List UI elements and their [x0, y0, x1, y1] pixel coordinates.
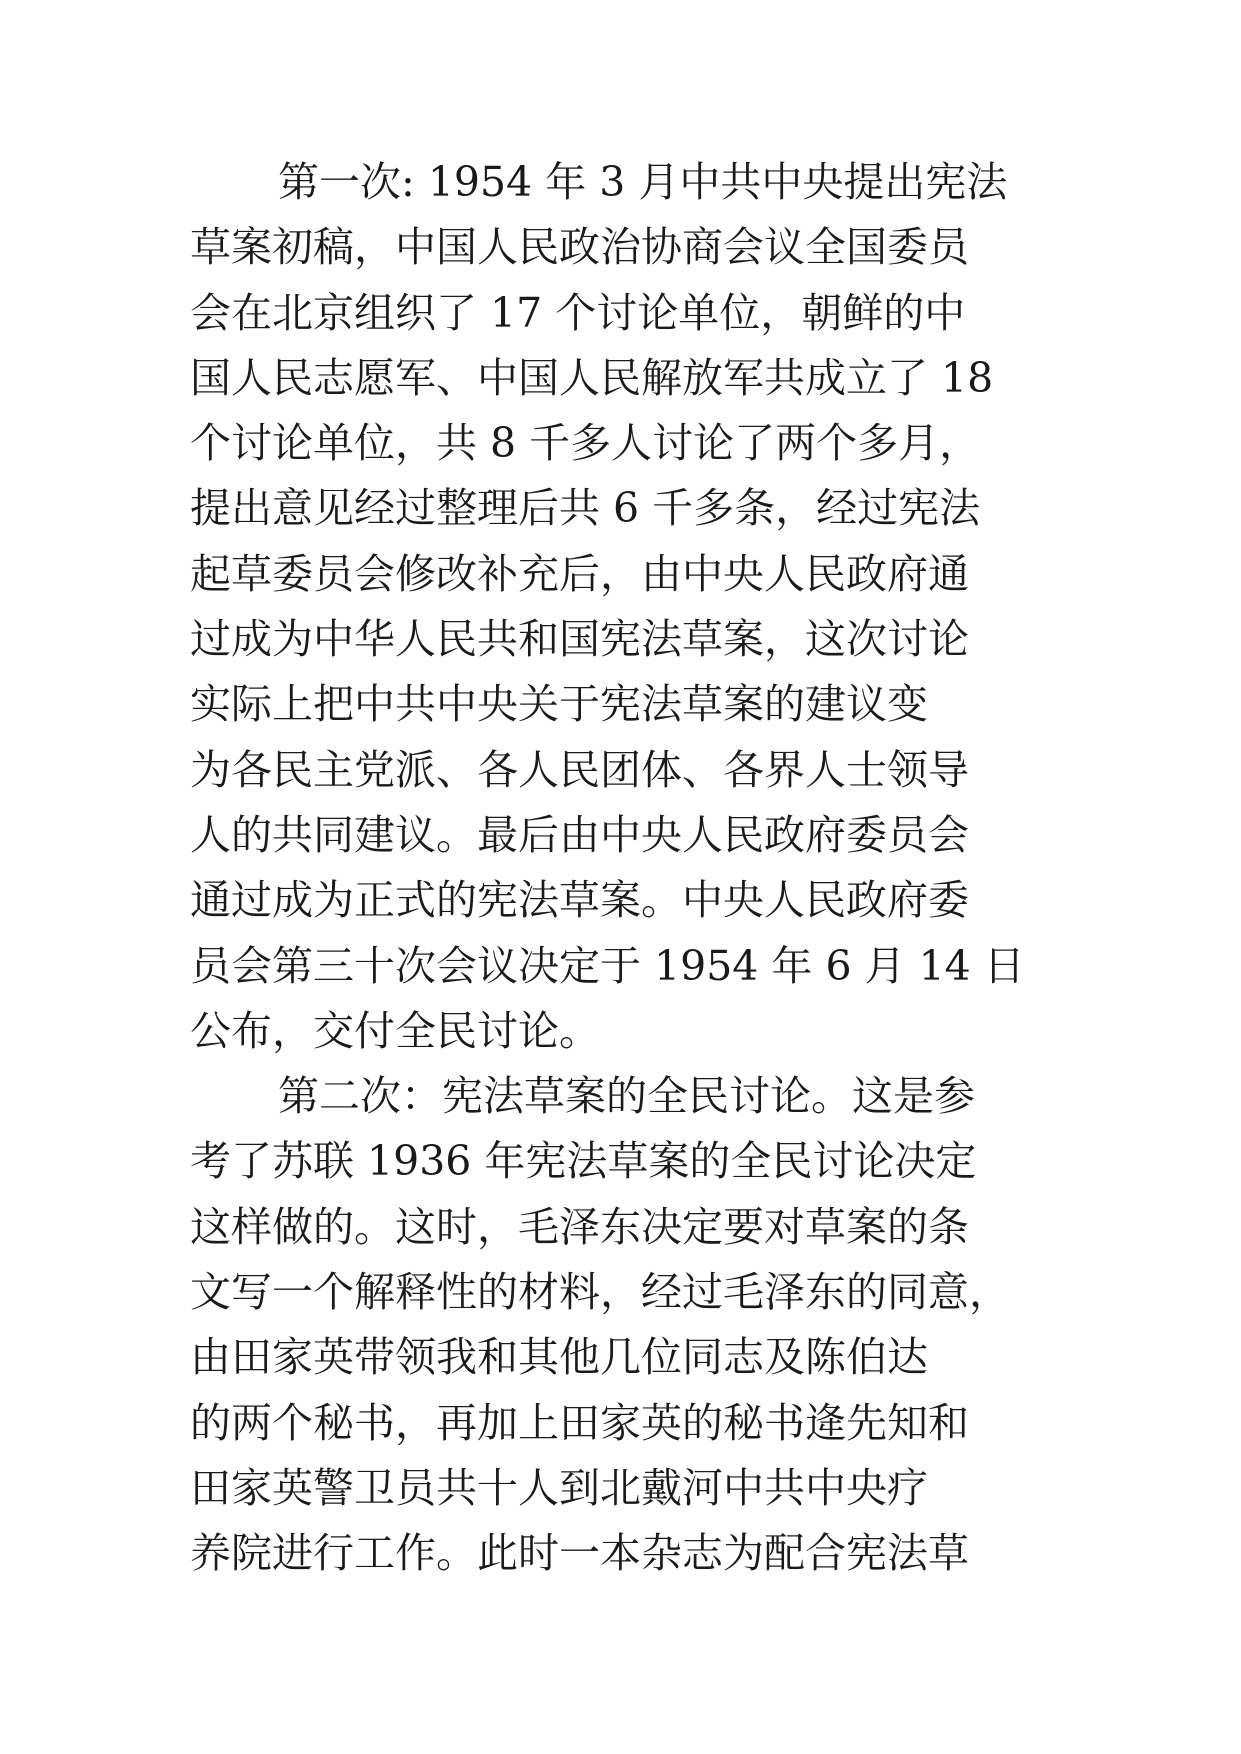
- text-line: 养院进行工作。此时一本杂志为配合宪法草: [190, 1529, 969, 1578]
- text-line: 个讨论单位，共 8 千多人讨论了两个多月，: [190, 419, 981, 468]
- text-line: 提出意见经过整理后共 6 千多条，经过宪法: [190, 484, 981, 533]
- text-line: 公布，交付全民讨论。: [190, 1006, 600, 1055]
- text-line: 人的共同建议。最后由中央人民政府委员会: [190, 810, 969, 859]
- text-line: 这样做的。这时，毛泽东决定要对草案的条: [190, 1202, 969, 1251]
- text-line: 的两个秘书，再加上田家英的秘书逄先知和: [190, 1398, 969, 1447]
- text-line: 田家英警卫员共十人到北戴河中共中央疗: [190, 1463, 928, 1512]
- text-line: 会在北京组织了 17 个讨论单位，朝鲜的中: [190, 288, 966, 337]
- text-line: 国人民志愿军、中国人民解放军共成立了 18: [190, 353, 994, 402]
- text-line: 第一次: 1954 年 3 月中共中央提出宪法: [278, 158, 1008, 206]
- body-text: [190, 150, 1070, 1587]
- text-line: 考了苏联 1936 年宪法草案的全民讨论决定: [190, 1137, 977, 1186]
- text-line: 员会第三十次会议决定于 1954 年 6 月 14 日: [190, 941, 1025, 990]
- text-line: 为各民主党派、各人民团体、各界人士领导: [190, 745, 969, 794]
- text-line: 过成为中华人民共和国宪法草案，这次讨论: [190, 615, 969, 664]
- text-line: 文写一个解释性的材料，经过毛泽东的同意，: [190, 1268, 1010, 1317]
- text-line: 起草委员会修改补充后，由中央人民政府通: [190, 549, 969, 598]
- text-line: 第二次：宪法草案的全民讨论。这是参: [278, 1072, 975, 1121]
- text-line: 草案初稿，中国人民政治协商会议全国委员: [190, 223, 969, 272]
- text-line: 通过成为正式的宪法草案。中央人民政府委: [190, 876, 969, 925]
- text-line: 由田家英带领我和其他几位同志及陈伯达: [190, 1333, 928, 1382]
- text-line: 实际上把中共中央关于宪法草案的建议变: [190, 680, 928, 729]
